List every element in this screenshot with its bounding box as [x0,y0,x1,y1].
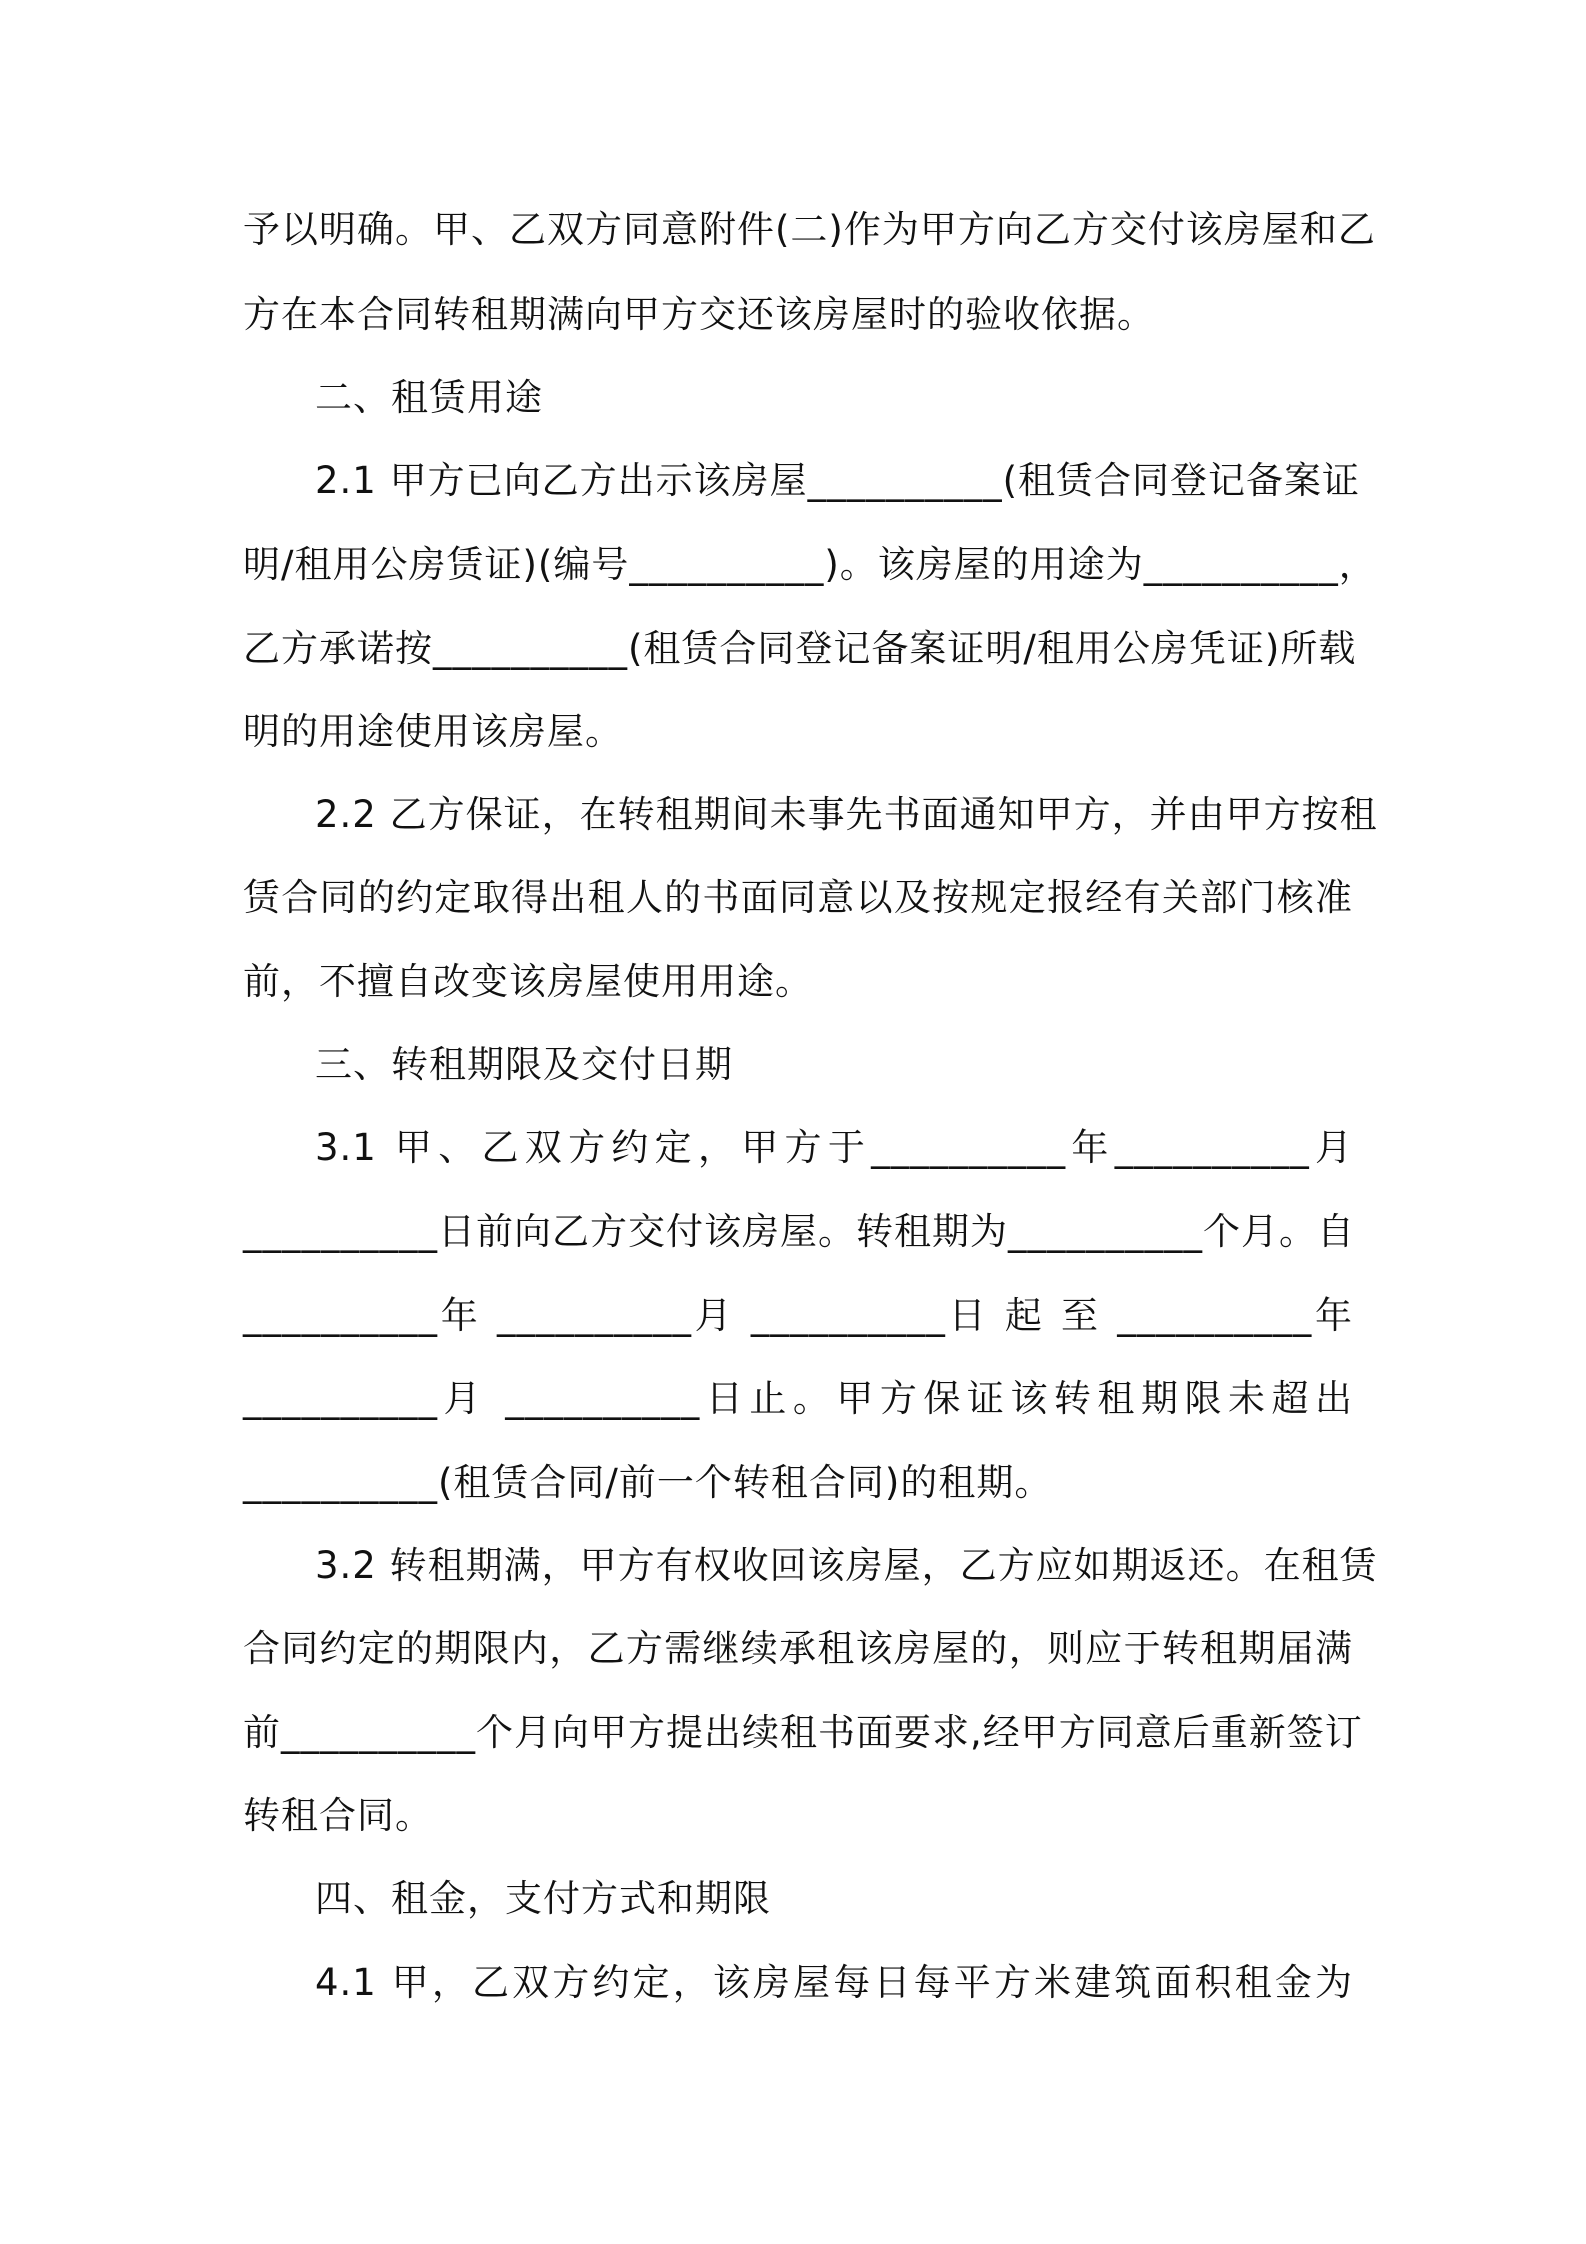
paragraph-line: 明/租用公房赁证)(编号__________)。该房屋的用途为__________， [243,543,1377,586]
section-heading: 四、租金，支付方式和期限 [315,1877,771,1920]
section-heading: 三、转租期限及交付日期 [315,1043,733,1086]
paragraph-line: 4.1 甲，乙双方约定，该房屋每日每平方米建筑面积租金为 [315,1961,1353,2004]
paragraph-line: 明的用途使用该房屋。 [243,710,623,753]
paragraph-line: 3.1 甲、乙双方约定，甲方于__________年__________月 [315,1126,1353,1169]
paragraph-line: 前__________个月向甲方提出续租书面要求,经甲方同意后重新签订 [243,1711,1363,1754]
paragraph-line: 前，不擅自改变该房屋使用用途。 [243,960,813,1003]
paragraph-line: 2.2 乙方保证，在转租期间未事先书面通知甲方，并由甲方按租 [315,793,1378,836]
paragraph-line: 2.1 甲方已向乙方出示该房屋__________(租赁合同登记备案证 [315,459,1361,502]
paragraph-line: __________年 __________月 __________日 起 至 __________年 [243,1294,1353,1337]
paragraph-line: 转租合同。 [243,1794,433,1837]
section-heading: 二、租赁用途 [315,376,543,419]
paragraph-line: 予以明确。甲、乙双方同意附件(二)作为甲方向乙方交付该房屋和乙 [243,208,1376,251]
paragraph-line: 乙方承诺按__________(租赁合同登记备案证明/租用公房凭证)所载 [243,627,1357,670]
paragraph-line: __________月 __________日止。甲方保证该转租期限未超出 [243,1377,1353,1420]
paragraph-line: __________(租赁合同/前一个转租合同)的租期。 [243,1461,1053,1504]
paragraph-line: 方在本合同转租期满向甲方交还该房屋时的验收依据。 [243,293,1155,336]
paragraph-line: 赁合同的约定取得出租人的书面同意以及按规定报经有关部门核准 [243,876,1353,919]
paragraph-line: __________日前向乙方交付该房屋。转租期为__________个月。自 [243,1210,1355,1253]
paragraph-line: 3.2 转租期满，甲方有权收回该房屋，乙方应如期返还。在租赁 [315,1544,1378,1587]
paragraph-line: 合同约定的期限内，乙方需继续承租该房屋的，则应于转租期届满 [243,1627,1353,1670]
